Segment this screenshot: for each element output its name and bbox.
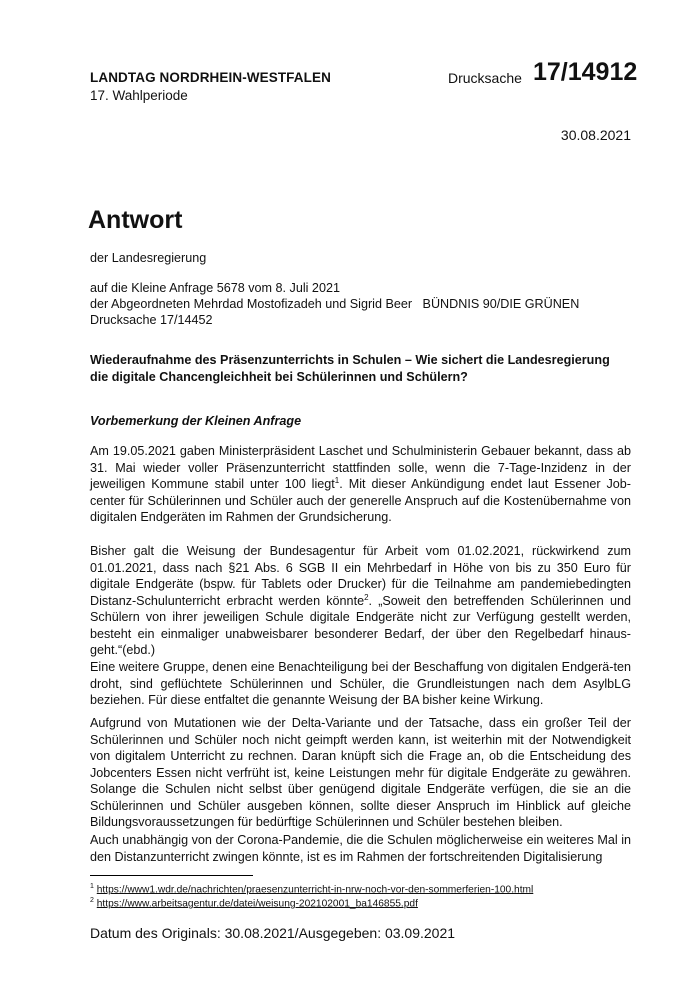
intro-line-deputies: der Abgeordneten Mehrdad Mostofizadeh und Sigrid Beer BÜNDNIS 90/DIE GRÜNEN bbox=[90, 297, 580, 311]
drucksache-number: 17/14912 bbox=[533, 58, 638, 86]
footnote-ref-2: 2 bbox=[364, 592, 369, 602]
parliament-name: LANDTAG NORDRHEIN-WESTFALEN bbox=[90, 70, 331, 85]
paragraph-1 bbox=[90, 443, 631, 526]
footnote-1-number: 1 bbox=[90, 883, 94, 890]
paragraph-5: Auch unabhängig von der Corona-Pandemie, die die Schulen möglicherweise ein weiteres Mal in den Distanzunterricht zwingen könnte, ist es im Rahmen der fortschreitenden Digitalisierung bbox=[90, 833, 631, 864]
paragraph-3: Eine weitere Gruppe, denen eine Benachteiligung bei der Beschaffung von digitalen Endgerä-ten droht, sind geflüchtete Schülerinnen und Schüler, die Grundleistungen nach dem AsylbLG beziehen. Für diese entfaltet die genannte Weisung der BA bisher keine Wirkung. bbox=[90, 660, 631, 707]
document-date: 30.08.2021 bbox=[560, 127, 631, 143]
paragraph-1-text-a: Am 19.05.2021 gaben Ministerpräsident Laschet und Schulministerin Gebauer bekannt, dass ab 31. Mai wieder voller Präsenzunterricht stattfinden solle, wenn die 7-Tage-Inzidenz in der jeweiligen Kommune stabil unter 100 liegt bbox=[90, 444, 631, 491]
intro-line-government: der Landesregierung bbox=[90, 251, 207, 265]
footnote-2-link[interactable]: https://www.arbeitsagentur.de/datei/weisung-202102001_ba146855.pdf bbox=[96, 898, 418, 910]
footnote-divider bbox=[90, 875, 253, 876]
footnote-2 bbox=[90, 894, 418, 910]
intro-line-drucksache: Drucksache 17/14452 bbox=[90, 313, 213, 327]
drucksache-label: Drucksache bbox=[448, 70, 522, 86]
paragraph-4: Aufgrund von Mutationen wie der Delta-Variante und der Tatsache, dass ein großer Teil der Schülerinnen und Schüler noch nicht geimpft werden kann, ist weiterhin mit der Notwendigkeit von digitalem Unterricht zu rechnen. Daran knüpft sich die Frage an, ob die Entscheidung des Jobcenters Essen nicht verfrüht ist, keine Leistungen mehr für digitale Endgeräte zu gewähren. Solange die Schulen nicht selbst über genügend digitale Endgeräte verfügen, die sie an die Schülerinnen und Schüler ausgeben können, sollte dieser Anspruch im Hinblick auf gleiche Bildungsvoraussetzungen für bedürftige Schülerinnen und Schüler bestehen bleiben. bbox=[90, 716, 631, 829]
section-heading: Vorbemerkung der Kleinen Anfrage bbox=[90, 414, 302, 428]
inquiry-topic: Wiederaufnahme des Präsenzunterrichts in Schulen – Wie sichert die Landesregierung die digitale Chancengleichheit bei Schülerinnen und Schülern? bbox=[90, 353, 610, 384]
paragraph-2-text-a: Bisher galt die Weisung der Bundesagentur für Arbeit vom 01.02.2021, rückwirkend zum 01.01.2021, dass nach §21 Abs. 6 SGB II ein Mehrbedarf in Höhe von bis zu 350 Euro für digitale Endgeräte (bspw. für Tablets oder Drucker) für die Teilnahme am pandemiebedingten Distanz-Schulunterricht erbracht werden könnte bbox=[90, 544, 631, 608]
paragraph-2-text-b: . „Soweit den betreffenden Schülerinnen und Schülern von ihrer jeweiligen Schule digitale Endgeräte nicht zur Verfügung gestellt werden, besteht ein einmaliger unabweisbarer besonderer Bedarf, der über den Regelbedarf hinaus-geht.“(ebd.) bbox=[90, 593, 632, 657]
footnote-2-number: 2 bbox=[90, 897, 94, 904]
page-title: Antwort bbox=[88, 206, 183, 234]
legislative-period: 17. Wahlperiode bbox=[90, 88, 188, 103]
paragraph-1-text-b: . Mit dieser Ankündigung endet laut Essener Job-center für Schülerinnen und Schüler auch der generelle Anspruch auf die Kostenübernahme von digitalen Endgeräten im Rahmen der Grundsicherung. bbox=[90, 477, 631, 524]
intro-line-inquiry: auf die Kleine Anfrage 5678 vom 8. Juli 2021 bbox=[90, 281, 340, 295]
footnote-ref-1: 1 bbox=[334, 475, 340, 485]
publication-footer: Datum des Originals: 30.08.2021/Ausgegeben: 03.09.2021 bbox=[90, 925, 456, 941]
paragraph-2 bbox=[90, 543, 631, 659]
footnote-1-link[interactable]: https://www1.wdr.de/nachrichten/praesenzunterricht-in-nrw-noch-vor-den-sommerferien-100.html bbox=[96, 884, 534, 896]
